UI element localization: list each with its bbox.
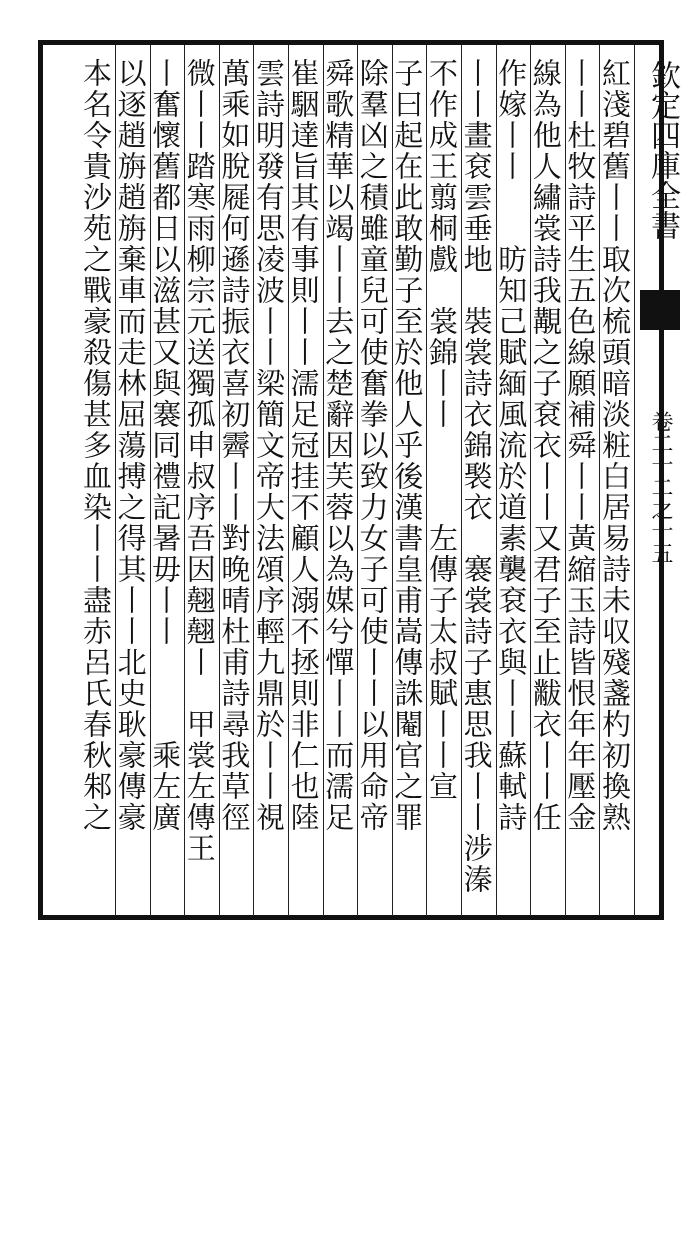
column-rule xyxy=(634,45,635,916)
text-column: 除羣凶之積雖童兒可使奮拳以致力女子可使丨丨以用命帝 xyxy=(355,58,390,833)
text-column: 崔駰達旨其有事則丨丨濡足冠挂不顧人溺不拯則非仁也陸 xyxy=(286,58,321,833)
column-rule xyxy=(426,45,427,916)
column-rule xyxy=(253,45,254,916)
column-rule xyxy=(496,45,497,916)
column-rule xyxy=(219,45,220,916)
column-rule xyxy=(461,45,462,916)
column-rule xyxy=(357,45,358,916)
column-rule xyxy=(599,45,600,916)
text-column: 線為他人繡裳詩我覯之子袞衣丨丨又君子至止黻衣丨丨任 xyxy=(528,58,563,833)
text-column: 丨丨杜牧詩平生五色線願補舜丨丨黃縮玉詩皆恨年年壓金 xyxy=(563,58,598,833)
column-rule xyxy=(323,45,324,916)
text-column: 紅淺碧舊丨丨取次梳頭暗淡粧白居易詩未収殘盞杓初換熟 xyxy=(598,58,632,833)
book-title: 欽定四庫全書 xyxy=(645,60,680,240)
column-rule xyxy=(115,45,116,916)
column-rule xyxy=(530,45,531,916)
text-column: 丨奮懷舊都日以滋甚又與褰同禮記暑毋丨丨 乘左廣 xyxy=(148,58,183,833)
text-column: 以逐趙旃趙旃棄車而走林屈蕩搏之得其丨丨北史耿豪傳豪 xyxy=(113,58,148,833)
volume-label: 卷二十二之十五 xyxy=(648,410,673,564)
text-column: 微丨丨踏寒雨柳宗元送獨孤申叔序吾因翹翹丨 甲裳左傳王 xyxy=(182,58,217,864)
text-column: 不作成王翦桐戲 裳錦丨丨 左傳子太叔賦丨丨宣 xyxy=(425,58,459,802)
text-column: 子曰起在此敢勤子至於他人乎後漢書皇甫嵩傳誅閹官之罪 xyxy=(390,58,425,833)
column-rule xyxy=(184,45,185,916)
text-column: 丨丨畫袞雲垂地 裝裳詩衣錦褧衣 褰裳詩子惠思我丨丨涉溱 xyxy=(459,58,494,895)
text-column: 作嫁丨丨 昉知己賦緬風流於道素襲袞衣與丨丨蘇軾詩 xyxy=(494,58,529,833)
text-column: 舜歌精華以竭丨丨去之楚辭因芙蓉以為媒兮憚丨丨而濡足 xyxy=(321,58,356,833)
text-column: 雲詩明發有思凌波丨丨梁簡文帝大法頌序輕九鼎於丨丨視 xyxy=(252,58,286,833)
fishtail-mark xyxy=(640,290,680,330)
column-rule xyxy=(565,45,566,916)
column-rule xyxy=(392,45,393,916)
text-column: 萬乘如脫屣何遜詩振衣喜初霽丨丨對晚晴杜甫詩尋我草徑 xyxy=(217,58,252,833)
text-column: 本名令貴沙苑之戰豪殺傷甚多血染丨丨盡赤呂氏春秋邾之 xyxy=(79,58,113,833)
column-rule xyxy=(150,45,151,916)
column-rule xyxy=(288,45,289,916)
